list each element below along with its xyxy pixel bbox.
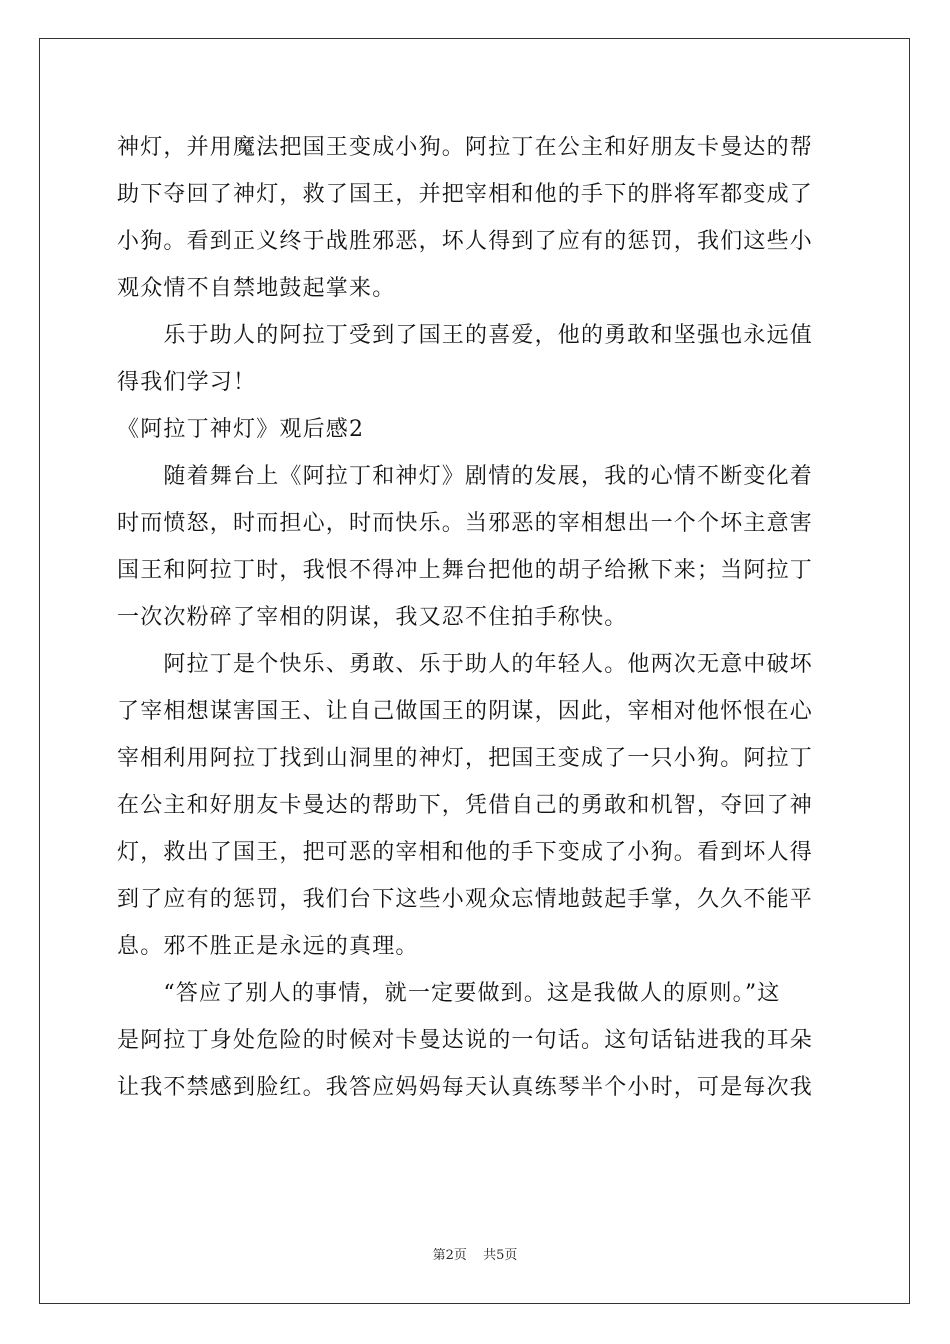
text-line: 随着舞台上《阿拉丁和神灯》剧情的发展，我的心情不断变化着 [117, 464, 814, 489]
text-line: 灯，救出了国王，把可恶的宰相和他的手下变成了小狗。看到坏人得 [117, 840, 814, 865]
text-line: 时而愤怒，时而担心，时而快乐。当邪恶的宰相想出一个个坏主意害 [117, 511, 814, 536]
text-line: 是阿拉丁身处危险的时候对卡曼达说的一句话。这句话钻进我的耳朵 [117, 1028, 814, 1053]
text-line: 一次次粉碎了宰相的阴谋，我又忍不住拍手称快。 [117, 605, 628, 630]
text-line: 阿拉丁是个快乐、勇敢、乐于助人的年轻人。他两次无意中破坏 [117, 652, 814, 677]
text-line: 让我不禁感到脸红。我答应妈妈每天认真练琴半个小时，可是每次我 [117, 1075, 814, 1100]
text-line: 国王和阿拉丁时，我恨不得冲上舞台把他的胡子给揪下来；当阿拉丁 [117, 558, 814, 583]
text-line: 神灯，并用魔法把国王变成小狗。阿拉丁在公主和好朋友卡曼达的帮 [117, 135, 814, 160]
text-line: 宰相利用阿拉丁找到山洞里的神灯，把国王变成了一只小狗。阿拉丁 [117, 746, 814, 771]
text-line: 到了应有的惩罚，我们台下这些小观众忘情地鼓起手掌，久久不能平 [117, 887, 814, 912]
page-number: 第2页 [432, 1248, 467, 1263]
page-total: 共5页 [483, 1248, 518, 1263]
text-line: 观众情不自禁地鼓起掌来。 [117, 276, 396, 301]
section-heading: 《阿拉丁神灯》观后感2 [117, 417, 365, 442]
text-line: 了宰相想谋害国王、让自己做国王的阴谋，因此，宰相对他怀恨在心 [117, 699, 814, 724]
text-line: 得我们学习！ [117, 370, 257, 395]
text-line: 助下夺回了神灯，救了国王，并把宰相和他的手下的胖将军都变成了 [117, 182, 814, 207]
text-line: “答应了别人的事情，就一定要做到。这是我做人的原则。”这 [117, 981, 781, 1006]
document-body [117, 124, 835, 1111]
text-line: 小狗。看到正义终于战胜邪恶，坏人得到了应有的惩罚，我们这些小 [117, 229, 814, 254]
text-line: 在公主和好朋友卡曼达的帮助下，凭借自己的勇敢和机智，夺回了神 [117, 793, 814, 818]
text-line: 息。邪不胜正是永远的真理。 [117, 934, 419, 959]
text-line: 乐于助人的阿拉丁受到了国王的喜爱，他的勇敢和坚强也永远值 [117, 323, 814, 348]
page-footer [0, 1244, 950, 1263]
